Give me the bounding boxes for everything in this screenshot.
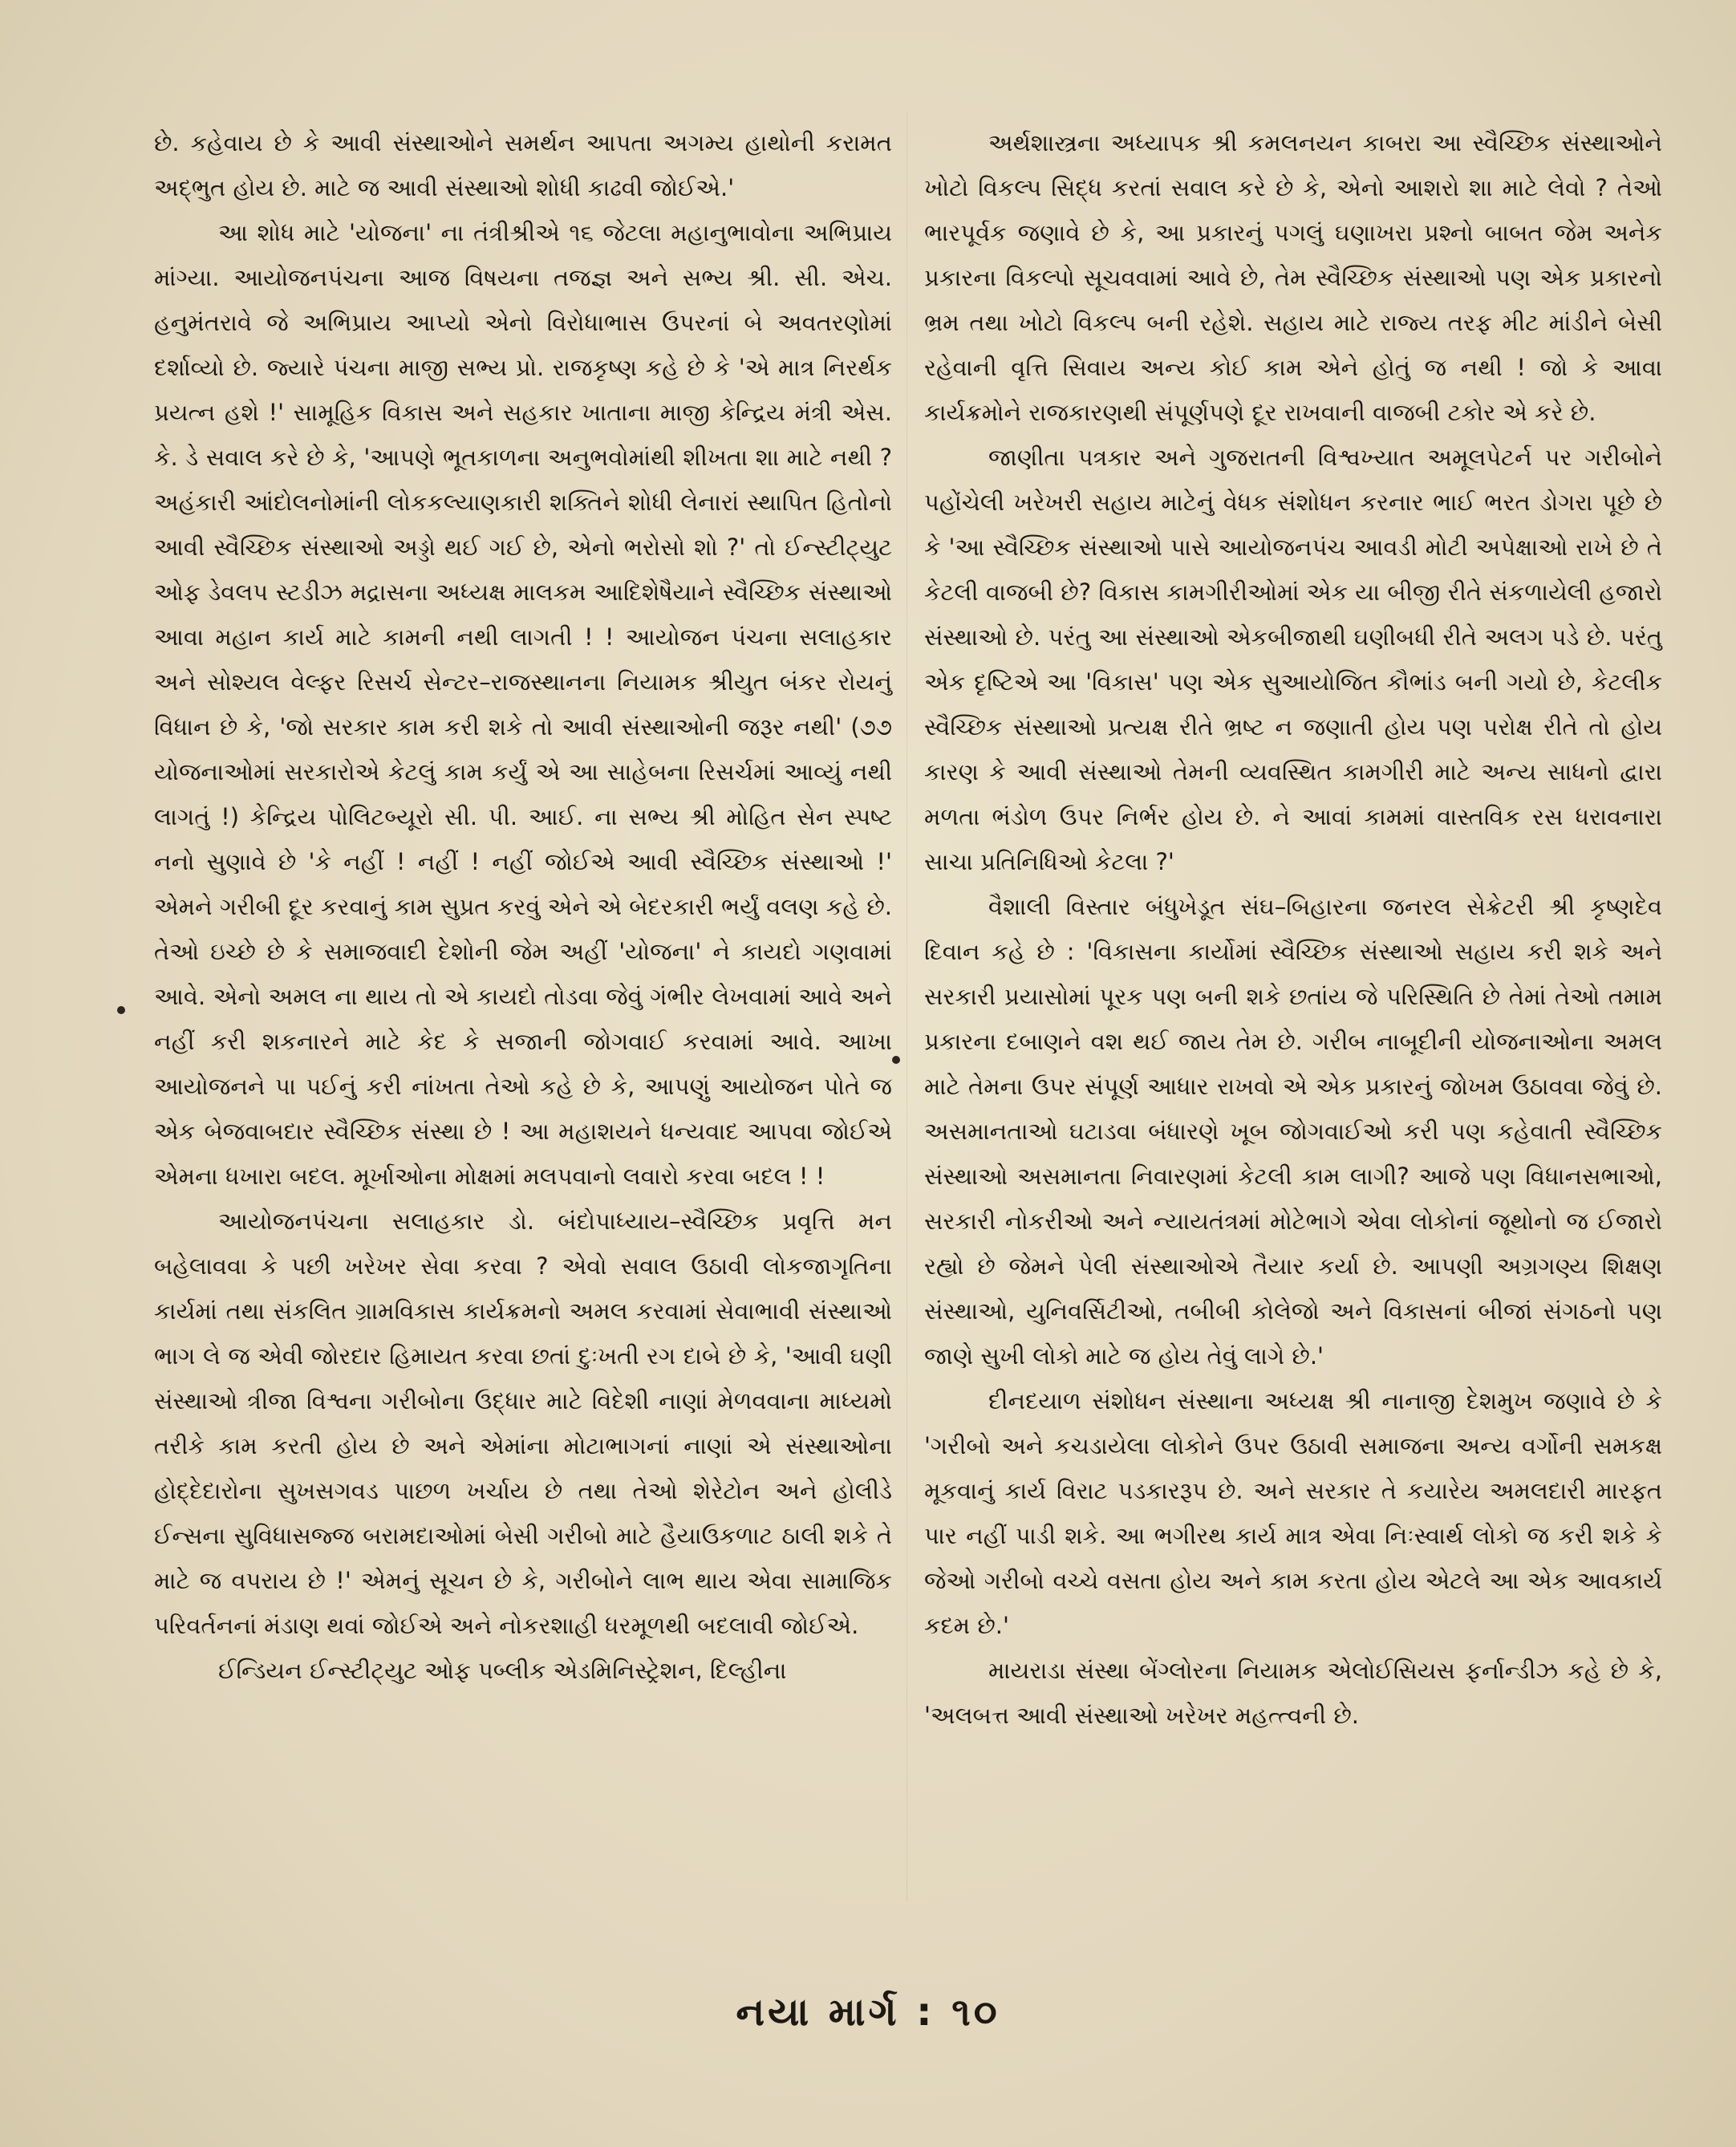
paragraph: જાણીતા પત્રકાર અને ગુજરાતની વિશ્વખ્યાત અમૂલપેટર્ન પર ગરીબોને પહોંચેલી ખરેખરી સહાય માટેનું વેધક સંશોધન કરનાર ભાઈ ભરત ડોગરા પૂછે છે કે 'આ સ્વૈચ્છિક સંસ્થાઓ પાસે આયોજનપંચ આવડી મોટી અપેક્ષાઓ રાખે છે તે કેટલી વાજબી છે? વિકાસ કામગીરીઓમાં એક યા બીજી રીતે સંકળાયેલી હજારો સંસ્થાઓ છે. પરંતુ આ સંસ્થાઓ એકબીજાથી ઘણીબધી રીતે અલગ પડે છે. પરંતુ એક દૃષ્ટિએ આ 'વિકાસ' પણ એક સુઆયોજિત કૌભાંડ બની ગયો છે, કેટલીક સ્વૈચ્છિક સંસ્થાઓ પ્રત્યક્ષ રીતે ભ્રષ્ટ ન જણાતી હોય પણ પરોક્ષ રીતે તો હોય કારણ કે આવી સંસ્થાઓ તેમની વ્યવસ્થિત કામગીરી માટે અન્ય સાધનો દ્વારા મળતા ભંડોળ ઉપર નિર્ભર હોય છે. ને આવાં કામમાં વાસ્તવિક રસ ધરાવનારા સાચા પ્રતિનિધિઓ કેટલા ?' (924, 444, 1662, 875)
ink-dot (892, 1056, 900, 1064)
paragraph: છે. કહેવાય છે કે આવી સંસ્થાઓને સમર્થન આપતા અગમ્ય હાથોની કરામત અદ્ભુત હોય છે. માટે જ આવી સંસ્થાઓ શોધી કાઢવી જોઈએ.' (154, 129, 892, 201)
paragraph: આયોજનપંચના સલાહકાર ડો. બંદોપાધ્યાય–સ્વૈચ્છિક પ્રવૃત્તિ મન બહેલાવવા કે પછી ખરેખર સેવા કરવા ? એવો સવાલ ઉઠાવી લોકજાગૃતિના કાર્યમાં તથા સંકલિત ગ્રામવિકાસ કાર્યક્રમનો અમલ કરવામાં સેવાભાવી સંસ્થાઓ ભાગ લે જ એવી જોરદાર હિમાયત કરવા છતાં દુઃખતી રગ દાબે છે કે, 'આવી ઘણી સંસ્થાઓ ત્રીજા વિશ્વના ગરીબોના ઉદ્ધાર માટે વિદેશી નાણાં મેળવવાના માધ્યમો તરીકે કામ કરતી હોય છે અને એમાંના મોટાભાગનાં નાણાં એ સંસ્થાઓના હોદ્દેદારોના સુખસગવડ પાછળ ખર્ચાય છે તથા તેઓ શેરેટોન અને હોલીડે ઈન્સના સુવિધાસજ્જ બરામદાઓમાં બેસી ગરીબો માટે હૈયાઉકળાટ ઠાલી શકે તે માટે જ વપરાય છે !' એમનું સૂચન છે કે, ગરીબોને લાભ થાય એવા સામાજિક પરિવર્તનનાં મંડાણ થવાં જોઈએ અને નોકરશાહી ધરમૂળથી બદલાવી જોઈએ. (154, 1207, 892, 1639)
paragraph: અર્થશાસ્ત્રના અધ્યાપક શ્રી કમલનયન કાબરા આ સ્વૈચ્છિક સંસ્થાઓને ખોટો વિકલ્પ સિદ્ધ કરતાં સવાલ કરે છે કે, એનો આશરો શા માટે લેવો ? તેઓ ભારપૂર્વક જણાવે છે કે, આ પ્રકારનું પગલું ઘણાખરા પ્રશ્નો બાબત જેમ અનેક પ્રકારના વિકલ્પો સૂચવવામાં આવે છે, તેમ સ્વૈચ્છિક સંસ્થાઓ પણ એક પ્રકારનો ભ્રમ તથા ખોટો વિકલ્પ બની રહેશે. સહાય માટે રાજ્ય તરફ મીટ માંડીને બેસી રહેવાની વૃત્તિ સિવાય અન્ય કોઈ કામ એને હોતું જ નથી ! જો કે આવા કાર્યક્રમોને રાજકારણથી સંપૂર્ણપણે દૂર રાખવાની વાજબી ટકોર એ કરે છે. (924, 129, 1663, 426)
paragraph: વૈશાલી વિસ્તાર બંધુખેડૂત સંઘ–બિહારના જનરલ સેક્રેટરી શ્રી કૃષ્ણદેવ દિવાન કહે છે : 'વિકાસના કાર્યોમાં સ્વૈચ્છિક સંસ્થાઓ સહાય કરી શકે અને સરકારી પ્રયાસોમાં પૂરક પણ બની શકે છતાંય જે પરિસ્થિતિ છે તેમાં તેઓ તમામ પ્રકારના દબાણને વશ થઈ જાય તેમ છે. ગરીબ નાબૂદીની યોજનાઓના અમલ માટે તેમના ઉપર સંપૂર્ણ આધાર રાખવો એ એક પ્રકારનું જોખમ ઉઠાવવા જેવું છે. અસમાનતાઓ ઘટાડવા બંધારણે ખૂબ જોગવાઈઓ કરી પણ કહેવાતી સ્વૈચ્છિક સંસ્થાઓ અસમાનતા નિવારણમાં કેટલી કામ લાગી? આજે પણ વિધાનસભાઓ, સરકારી નોકરીઓ અને ન્યાયતંત્રમાં મોટેભાગે એવા લોકોનાં જૂથોનો જ ઈજારો રહ્યો છે જેમને પેલી સંસ્થાઓએ તૈયાર કર્યા છે. આપણી અગ્રગણ્ય શિક્ષણ સંસ્થાઓ, યુનિવર્સિટીઓ, તબીબી કોલેજો અને વિકાસનાં બીજાં સંગઠનો પણ જાણે સુખી લોકો માટે જ હોય તેવું લાગે છે.' (924, 893, 1662, 1370)
paragraph: માયરાડા સંસ્થા બેંગ્લોરના નિયામક એલોઈસિયસ ફર્નાન્ડીઝ કહે છે કે, 'અલબત્ત આવી સંસ્થાઓ ખરેખર મહત્ત્વની છે. (924, 1657, 1662, 1729)
paragraph: આ શોધ માટે 'યોજના' ના તંત્રીશ્રીએ ૧૬ જેટલા મહાનુભાવોના અભિપ્રાય માંગ્યા. આયોજનપંચના આજ વિષયના તજજ્ઞ અને સભ્ય શ્રી. સી. એચ. હનુમંતરાવે જે અભિપ્રાય આપ્યો એનો વિરોધાભાસ ઉપરનાં બે અવતરણોમાં દર્શાવ્યો છે. જ્યારે પંચના માજી સભ્ય પ્રો. રાજકૃષ્ણ કહે છે કે 'એ માત્ર નિરર્થક પ્રયત્ન હશે !' સામૂહિક વિકાસ અને સહકાર ખાતાના માજી કેન્દ્રિય મંત્રી એસ. કે. ડે સવાલ કરે છે કે, 'આપણે ભૂતકાળના અનુભવોમાંથી શીખતા શા માટે નથી ? અહંકારી આંદોલનોમાંની લોકકલ્યાણકારી શક્તિને શોધી લેનારાં સ્થાપિત હિતોનો આવી સ્વૈચ્છિક સંસ્થાઓ અડ્ડો થઈ ગઈ છે, એનો ભરોસો શો ?' તો ઈન્સ્ટીટ્યુટ ઓફ ડેવલપ સ્ટડીઝ મદ્રાસના અધ્યક્ષ માલકમ આદિશેષૈયાને સ્વૈચ્છિક સંસ્થાઓ આવા મહાન કાર્ય માટે કામની નથી લાગતી ! ! આયોજન પંચના સલાહકાર અને સોશ્યલ વેલ્ફર રિસર્ચ સેન્ટર–રાજસ્થાનના નિયામક શ્રીયુત બંકર રોયનું વિધાન છે કે, 'જો સરકાર કામ કરી શકે તો આવી સંસ્થાઓની જરૂર નથી' (૭૭ યોજનાઓમાં સરકારોએ કેટલું કામ કર્યું એ આ સાહેબના રિસર્ચમાં આવ્યું નથી લાગતું !) કેન્દ્રિય પોલિટબ્યૂરો સી. પી. આઈ. ના સભ્ય શ્રી મોહિત સેન સ્પષ્ટ નનો સુણાવે છે 'કે નહીં ! નહીં ! નહીં જોઈએ આવી સ્વૈચ્છિક સંસ્થાઓ !' એમને ગરીબી દૂર કરવાનું કામ સુપ્રત કરવું એને એ બેદરકારી ભર્યું વલણ કહે છે. તેઓ ઇચ્છે છે કે સમાજવાદી દેશોની જેમ અહીં 'યોજના' ને કાયદો ગણવામાં આવે. એનો અમલ ના થાય તો એ કાયદો તોડવા જેવું ગંભીર લેખવામાં આવે અને નહીં કરી શકનારને માટે કેદ કે સજાની જોગવાઈ કરવામાં આવે. આખા આયોજનને પા પઈનું કરી નાંખતા તેઓ કહે છે કે, આપણું આયોજન પોતે જ એક બેજવાબદાર સ્વૈચ્છિક સંસ્થા છે ! આ મહાશયને ધન્યવાદ આપવા જોઈએ એમના ધખારા બદલ. મૂર્ખાઓના મોક્ષમાં મલપવાનો લવારો કરવા બદલ ! ! (154, 219, 892, 1190)
left-column (154, 120, 892, 1693)
right-column (924, 120, 1662, 1738)
paragraph: ઈન્ડિયન ઈન્સ્ટીટ્યુટ ઓફ પબ્લીક એડમિનિસ્ટ્રેશન, દિલ્હીના (218, 1657, 787, 1684)
page-footer: નયા માર્ગ : ૧૦ (736, 1990, 1000, 2035)
ink-dot (117, 1006, 125, 1014)
paragraph: દીનદયાળ સંશોધન સંસ્થાના અધ્યક્ષ શ્રી નાનાજી દેશમુખ જણાવે છે કે 'ગરીબો અને કચડાયેલા લોકોને ઉપર ઉઠાવી સમાજના અન્ય વર્ગોની સમકક્ષ મૂકવાનું કાર્ય વિરાટ પડકારરૂપ છે. અને સરકાર તે કયારેય અમલદારી મારફત પાર નહીં પાડી શકે. આ ભગીરથ કાર્ય માત્ર એવા નિઃસ્વાર્થ લોકો જ કરી શકે કે જેઓ ગરીબો વચ્ચે વસતા હોય અને કામ કરતા હોય એટલે આ એક આવકાર્ય કદમ છે.' (924, 1387, 1662, 1639)
